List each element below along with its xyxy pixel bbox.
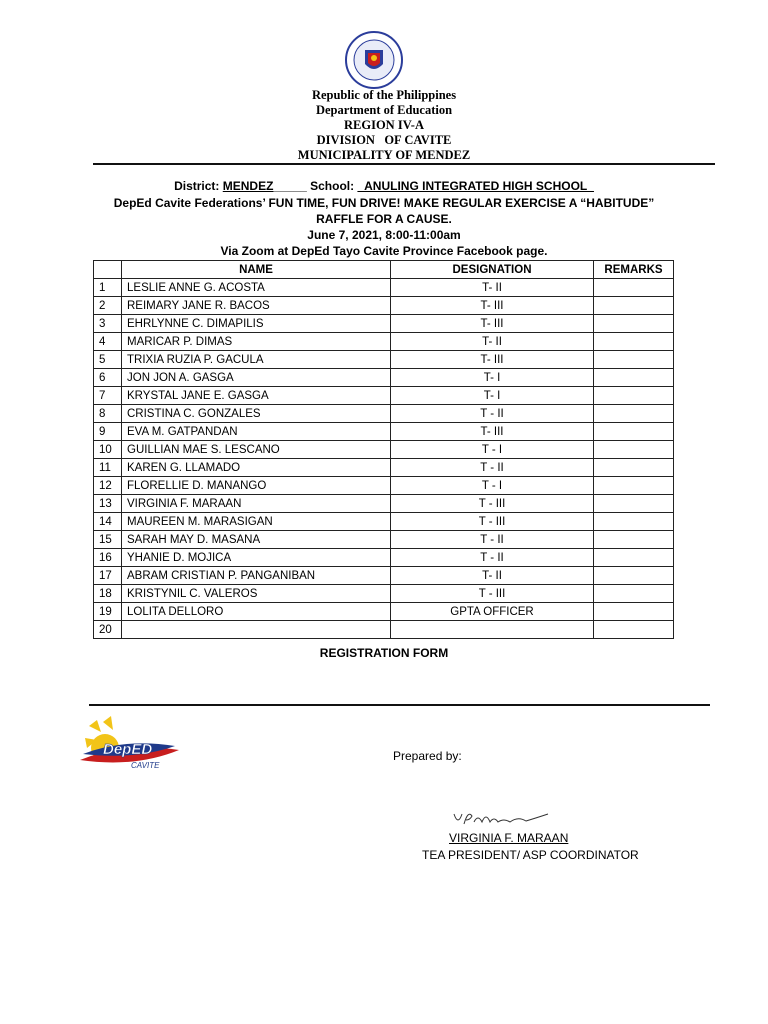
row-designation: T - II — [391, 459, 594, 477]
table-row — [94, 441, 674, 459]
row-number: 9 — [94, 423, 122, 441]
row-remarks — [594, 441, 674, 459]
row-remarks — [594, 477, 674, 495]
table-row — [94, 549, 674, 567]
row-remarks — [594, 297, 674, 315]
header-name: NAME — [122, 261, 391, 279]
row-designation: T - II — [391, 531, 594, 549]
row-remarks — [594, 315, 674, 333]
row-designation: GPTA OFFICER — [391, 603, 594, 621]
header-line-2: Department of Education — [315, 103, 453, 117]
row-remarks — [594, 333, 674, 351]
row-remarks — [594, 549, 674, 567]
row-number: 12 — [94, 477, 122, 495]
table-row — [94, 423, 674, 441]
signature-icon — [448, 806, 558, 832]
row-number: 2 — [94, 297, 122, 315]
header-line-4: DIVISION OF CAVITE — [316, 133, 452, 147]
row-designation: T- I — [391, 387, 594, 405]
school-value: _ANULING INTEGRATED HIGH SCHOOL_ — [357, 179, 594, 193]
event-date: June 7, 2021, 8:00-11:00am — [307, 228, 461, 242]
header-line-5: MUNICIPALITY OF MENDEZ — [297, 148, 471, 162]
row-number: 11 — [94, 459, 122, 477]
row-remarks — [594, 459, 674, 477]
row-name: JON JON A. GASGA — [122, 369, 391, 387]
row-designation: T - III — [391, 495, 594, 513]
row-designation: T - I — [391, 441, 594, 459]
table-row — [94, 279, 674, 297]
row-remarks — [594, 405, 674, 423]
row-remarks — [594, 369, 674, 387]
table-row — [94, 459, 674, 477]
row-remarks — [594, 567, 674, 585]
row-designation: T- I — [391, 369, 594, 387]
row-name — [122, 621, 391, 639]
row-name: KAREN G. LLAMADO — [122, 459, 391, 477]
row-name: EVA M. GATPANDAN — [122, 423, 391, 441]
table-row — [94, 531, 674, 549]
row-number: 1 — [94, 279, 122, 297]
table-row — [94, 585, 674, 603]
signatory-title: TEA PRESIDENT/ ASP COORDINATOR — [422, 848, 639, 862]
header-no — [94, 261, 122, 279]
row-designation: T - II — [391, 405, 594, 423]
row-number: 19 — [94, 603, 122, 621]
row-number: 6 — [94, 369, 122, 387]
row-name: GUILLIAN MAE S. LESCANO — [122, 441, 391, 459]
table-row — [94, 369, 674, 387]
table-row — [94, 477, 674, 495]
table-row — [94, 333, 674, 351]
row-designation: T - III — [391, 585, 594, 603]
header-line-3: REGION IV-A — [344, 118, 424, 132]
table-row — [94, 495, 674, 513]
row-name: CRISTINA C. GONZALES — [122, 405, 391, 423]
row-name: MAUREEN M. MARASIGAN — [122, 513, 391, 531]
row-name: SARAH MAY D. MASANA — [122, 531, 391, 549]
row-designation: T- II — [391, 567, 594, 585]
row-designation: T - II — [391, 549, 594, 567]
row-remarks — [594, 585, 674, 603]
row-remarks — [594, 531, 674, 549]
prepared-by-label: Prepared by: — [393, 749, 462, 763]
row-number: 15 — [94, 531, 122, 549]
district-label: District: — [174, 179, 223, 193]
logo-text-deped: DepED — [103, 741, 153, 758]
row-number: 4 — [94, 333, 122, 351]
row-number: 5 — [94, 351, 122, 369]
row-number: 18 — [94, 585, 122, 603]
row-name: KRYSTAL JANE E. GASGA — [122, 387, 391, 405]
footer-divider — [89, 704, 710, 706]
row-remarks — [594, 495, 674, 513]
row-designation: T- III — [391, 423, 594, 441]
row-designation: T- III — [391, 315, 594, 333]
row-name: FLORELLIE D. MANANGO — [122, 477, 391, 495]
row-remarks — [594, 423, 674, 441]
table-row — [94, 297, 674, 315]
row-remarks — [594, 513, 674, 531]
table-row — [94, 351, 674, 369]
table-row — [94, 315, 674, 333]
table-row — [94, 567, 674, 585]
table-row — [94, 405, 674, 423]
row-remarks — [594, 387, 674, 405]
row-number: 14 — [94, 513, 122, 531]
row-number: 10 — [94, 441, 122, 459]
event-venue: Via Zoom at DepEd Tayo Cavite Province Facebook page. — [220, 244, 548, 258]
table-header-row — [94, 261, 674, 279]
school-label: School: — [306, 179, 358, 193]
row-name: LESLIE ANNE G. ACOSTA — [122, 279, 391, 297]
header-divider — [93, 163, 715, 165]
row-name: REIMARY JANE R. BACOS — [122, 297, 391, 315]
row-remarks — [594, 279, 674, 297]
row-number: 3 — [94, 315, 122, 333]
row-number: 16 — [94, 549, 122, 567]
row-designation: T - III — [391, 513, 594, 531]
row-designation: T- II — [391, 333, 594, 351]
row-name: LOLITA DELLORO — [122, 603, 391, 621]
registration-table — [93, 260, 674, 639]
table-row — [94, 603, 674, 621]
row-number: 13 — [94, 495, 122, 513]
row-name: ABRAM CRISTIAN P. PANGANIBAN — [122, 567, 391, 585]
row-name: TRIXIA RUZIA P. GACULA — [122, 351, 391, 369]
table-row — [94, 621, 674, 639]
row-number: 8 — [94, 405, 122, 423]
row-name: VIRGINIA F. MARAAN — [122, 495, 391, 513]
row-name: MARICAR P. DIMAS — [122, 333, 391, 351]
row-designation: T- III — [391, 351, 594, 369]
table-row — [94, 513, 674, 531]
row-designation: T- III — [391, 297, 594, 315]
header-line-1: Republic of the Philippines — [311, 88, 457, 102]
deped-cavite-logo-icon — [75, 710, 185, 780]
row-designation: T- II — [391, 279, 594, 297]
row-designation — [391, 621, 594, 639]
district-school-line — [0, 178, 768, 194]
row-number: 17 — [94, 567, 122, 585]
signatory-name: VIRGINIA F. MARAAN — [449, 831, 569, 845]
event-line-1: DepEd Cavite Federations’ FUN TIME, FUN DRIVE! MAKE REGULAR EXERCISE A “HABITUDE” — [113, 196, 655, 210]
district-blank: _____ — [273, 179, 307, 193]
event-line-2: RAFFLE FOR A CAUSE. — [316, 212, 452, 226]
row-remarks — [594, 351, 674, 369]
table-row — [94, 387, 674, 405]
row-designation: T - I — [391, 477, 594, 495]
deped-seal-icon — [334, 30, 414, 90]
row-name: KRISTYNIL C. VALEROS — [122, 585, 391, 603]
logo-text-cavite: CAVITE — [131, 761, 160, 770]
row-number: 20 — [94, 621, 122, 639]
header-remarks: REMARKS — [594, 261, 674, 279]
header-designation: DESIGNATION — [391, 261, 594, 279]
row-remarks — [594, 621, 674, 639]
row-number: 7 — [94, 387, 122, 405]
row-remarks — [594, 603, 674, 621]
form-title: REGISTRATION FORM — [319, 646, 449, 660]
district-value: MENDEZ — [222, 179, 274, 193]
row-name: YHANIE D. MOJICA — [122, 549, 391, 567]
row-name: EHRLYNNE C. DIMAPILIS — [122, 315, 391, 333]
